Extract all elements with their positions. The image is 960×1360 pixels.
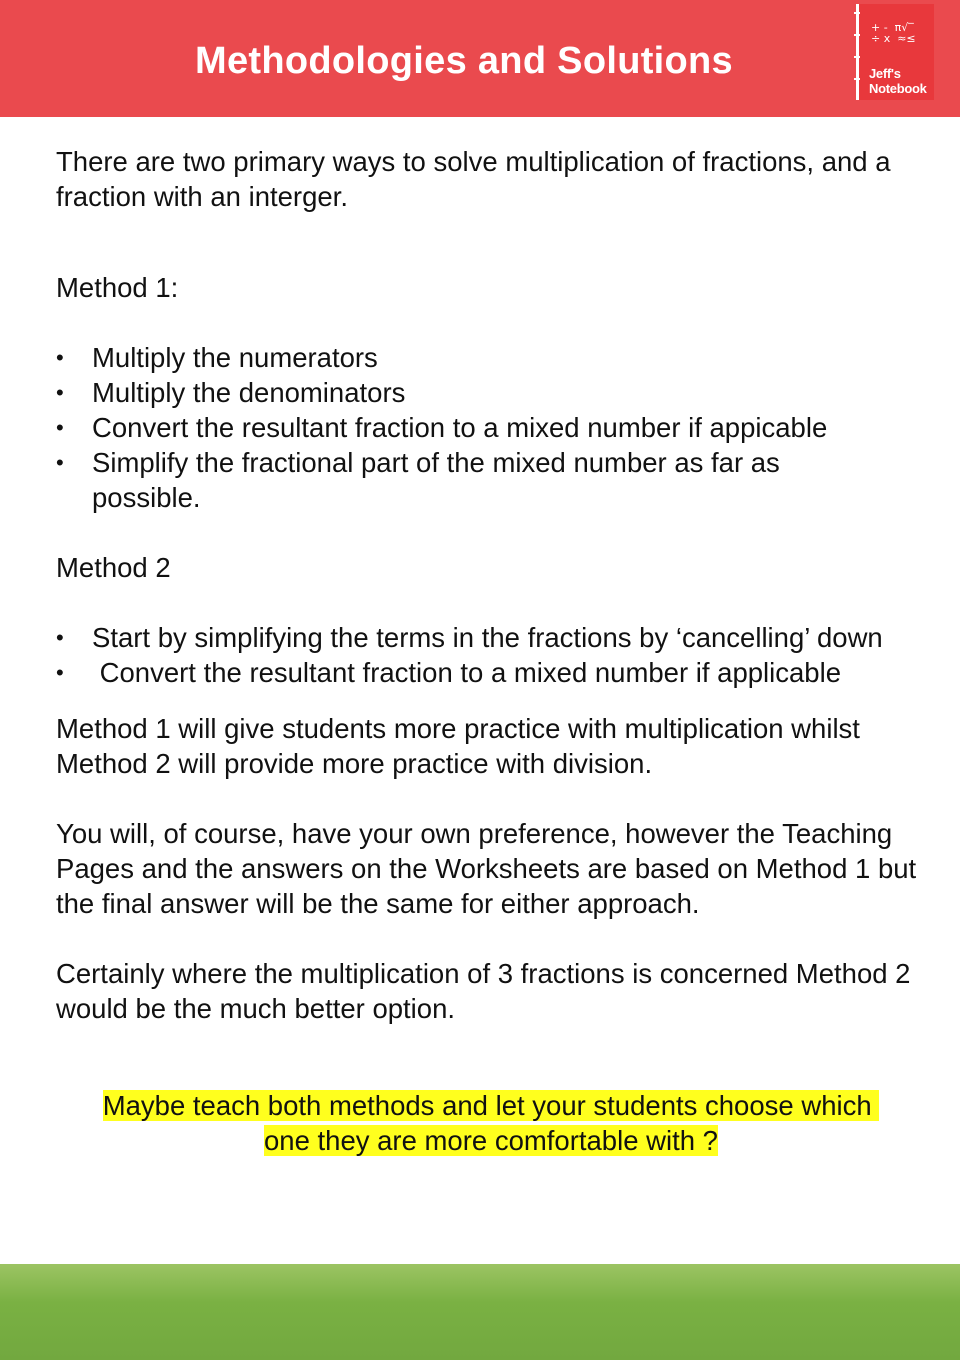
notebook-ring [854, 12, 860, 14]
logo-name [869, 66, 927, 96]
header-banner [0, 0, 960, 117]
list-item: • Multiply the numerators [56, 342, 378, 373]
method2-heading: Method 2 [56, 552, 171, 583]
jeffs-notebook-logo [856, 4, 934, 100]
logo-name-line1: Jeff's [869, 66, 901, 81]
comparison-paragraph: Method 1 will give students more practice with multiplication whilst Method 2 will provide more practice with division. [56, 713, 860, 779]
notebook-ring [854, 56, 860, 58]
highlight-line2: one they are more comfortable with ? [264, 1125, 718, 1156]
bullet-icon: • [56, 450, 64, 475]
page-title: Methodologies and Solutions [195, 40, 733, 82]
list-item: • Simplify the fractional part of the mixed number as far as possible. [56, 447, 780, 513]
footer-band [0, 1264, 960, 1360]
list-item: • Convert the resultant fraction to a mixed number if applicable [56, 657, 841, 688]
bullet-icon: • [56, 660, 64, 685]
main-content [56, 144, 926, 1026]
three-fractions-paragraph: Certainly where the multiplication of 3 fractions is concerned Method 2 would be the much better option. [56, 958, 911, 1024]
method1-heading: Method 1: [56, 272, 179, 303]
list-item: • Multiply the denominators [56, 377, 406, 408]
bullet-icon: • [56, 625, 64, 650]
highlight-line1: Maybe teach both methods and let your students choose which [102, 1090, 880, 1121]
math-symbols-icon: + - π√‾ ÷ x ≈≤ [871, 21, 916, 45]
bullet-icon: • [56, 345, 64, 370]
bullet-icon: • [56, 380, 64, 405]
list-item: • Start by simplifying the terms in the fractions by ‘cancelling’ down [56, 622, 883, 653]
notebook-ring [854, 34, 860, 36]
preference-paragraph: You will, of course, have your own preference, however the Teaching Pages and the answers on the Worksheets are based on Method 1 but the final answer will be the same for either approach. [56, 818, 917, 919]
list-item: • Convert the resultant fraction to a mixed number if appicable [56, 412, 828, 443]
logo-name-line2: Notebook [869, 81, 927, 96]
bullet-icon: • [56, 415, 64, 440]
method1-steps-list [56, 340, 926, 515]
intro-paragraph: There are two primary ways to solve multiplication of fractions, and a fraction with an interger. [56, 146, 891, 212]
notebook-ring [854, 78, 860, 80]
method2-steps-list [56, 620, 926, 690]
highlighted-tip [56, 1088, 926, 1158]
